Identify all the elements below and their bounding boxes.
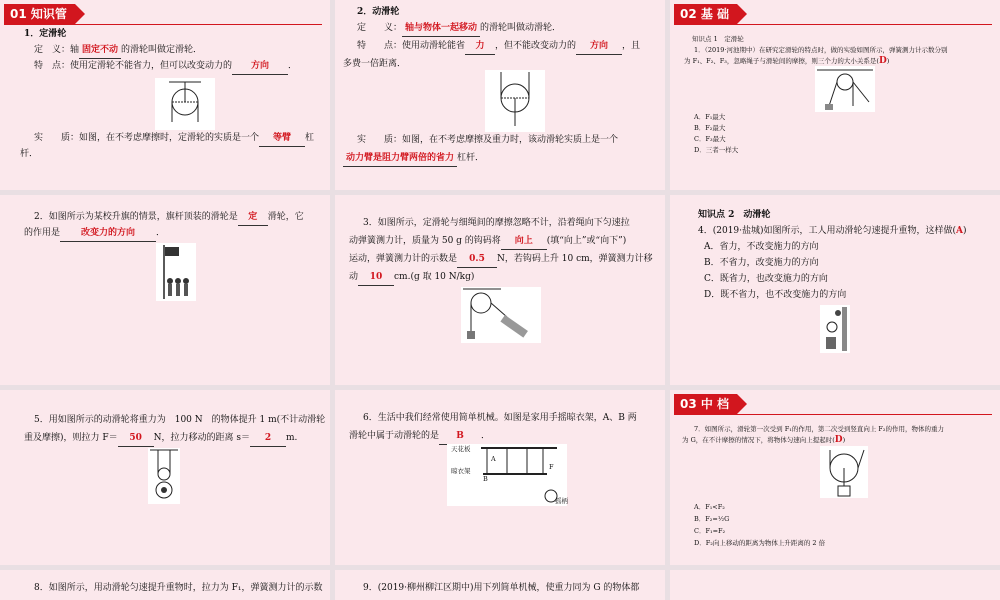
question-line: 的作用是 改变力的方向 ． (24, 225, 165, 242)
essence-line-end: 动力臂是阻力臂两倍的省力 杠杆． (343, 150, 484, 167)
answer-blank: 0.5 (457, 251, 497, 268)
slide-12[interactable] (670, 570, 1000, 600)
feature-line-2: 多费一倍距离． (343, 59, 407, 69)
question-line: 重及摩擦)，则拉力 F＝ 50 N，拉力移动的距离 s＝ 2 m. (24, 430, 297, 447)
answer-blank: 方向 (232, 58, 288, 75)
slide-5[interactable] (335, 195, 665, 385)
question-line: 5．用如图所示的动滑轮将重力为 100 N 的物体提升 1 m(不计动滑轮 (34, 415, 326, 425)
answer-letter: D (834, 435, 843, 445)
definition-line: 定 义：轴 固定不动 的滑轮叫做定滑轮． (34, 42, 202, 59)
question-line: 运动，弹簧测力计的示数是 0.5 N，若钩码上升 10 cm，弹簧测力计移 (349, 251, 653, 268)
option-b: B．F₂最大 (694, 124, 726, 132)
feature-line: 特 点：使用定滑轮不能省力，但可以改变动力的 方向 ． (34, 58, 297, 75)
slide-8[interactable] (335, 390, 665, 565)
option-a: A．省力，不改变施力的方向 (704, 242, 819, 252)
slide-6[interactable] (670, 195, 1000, 385)
option-b: B．不省力，改变施力的方向 (704, 258, 819, 268)
slide-3[interactable] (670, 0, 1000, 190)
tag-underline (674, 24, 992, 25)
answer-letter: D (878, 56, 887, 66)
answer-blank: 轴与物体一起移动 (402, 20, 480, 37)
question-line: 为 G，在不计摩擦的情况下，将物体匀速向上提起时(D) (682, 435, 846, 445)
flag-raising-figure (156, 243, 196, 301)
lift-pulley-figure (148, 448, 180, 504)
tag-underline (4, 24, 322, 25)
question-line: 动弹簧测力计，质量为 50 g 的钩码将 向上 (填“向上”或“向下”) (349, 233, 626, 250)
option-c: C．F₁=F₂ (694, 527, 726, 535)
tag-underline (674, 414, 992, 415)
fig-label-b: B (483, 475, 488, 483)
option-a: A．F₁<F₂ (694, 503, 725, 511)
slide-10[interactable] (0, 570, 330, 600)
fig-label-crank: 摇柄 (555, 497, 568, 505)
answer-blank: 等臂 (259, 130, 305, 147)
question-line: 7．如图所示，滑轮第一次受到 F₁的作用，第二次受到竖直向上 F₂的作用，物体的重力 (694, 425, 944, 433)
answer-blank: 10 (358, 269, 394, 286)
answer-blank: 方向 (576, 38, 622, 55)
answer-blank: 定 (238, 209, 268, 226)
question-line: 1．（2019·河池期中）在研究定滑轮的特点时，做的实验如图所示，弹簧测力计示数分别 (694, 46, 948, 54)
knowledge-point: 知识点 2 动滑轮 (698, 210, 771, 220)
question-line: 6．生活中我们经常使用简单机械。如图是家用手摇晾衣架，A、B 两 (363, 413, 637, 423)
answer-blank: 固定不动 (79, 42, 121, 59)
movable-pulley-figure (485, 70, 545, 132)
option-c: C．既省力，也改变施力的方向 (704, 274, 828, 284)
worker-pulley-figure (820, 305, 850, 353)
slide-4[interactable] (0, 195, 330, 385)
answer-blank: B (439, 428, 481, 445)
answer-blank: 动力臂是阻力臂两倍的省力 (343, 150, 457, 167)
option-d: D．F₂向上移动的距离为物体上升距离的 2 倍 (694, 539, 826, 547)
option-b: B．F₂=½G (694, 515, 730, 523)
section-tag: 03 中 档 (674, 394, 737, 414)
question-line: 3．如图所示，定滑轮与细绳间的摩擦忽略不计，沿着绳向下匀速拉 (363, 218, 630, 228)
section-tag: 02 基 础 (674, 4, 737, 24)
question-line: 为 F₁、F₂、F₃，忽略绳子与滑轮间的摩擦，则三个力的大小关系是(D) (684, 56, 890, 66)
question-line: 8．如图所示，用动滑轮匀速提升重物时，拉力为 F₁，弹簧测力计的示数 (34, 583, 323, 593)
answer-blank: 改变力的方向 (60, 225, 156, 242)
slide-1[interactable] (0, 0, 330, 190)
question-line: 2．如图所示为某校升旗的情景，旗杆顶装的滑轮是 定 滑轮，它 (34, 209, 304, 226)
question-line: 动 10 cm.(g 取 10 N/kg) (349, 269, 474, 286)
question-line: 4．(2019·盐城)如图所示，工人用动滑轮匀速提升重物，这样做(A) (698, 226, 967, 236)
definition-line: 定 义： 轴与物体一起移动 的滑轮叫做动滑轮． (357, 20, 561, 37)
option-d: D．既不省力，也不改变施力的方向 (704, 290, 847, 300)
essence-line: 实 质：如图，在不考虑摩擦及重力时，该动滑轮实质上是一个 (357, 135, 619, 145)
essence-line: 实 质：如图，在不考虑摩擦时，定滑轮的实质是一个 等臂 杠 (34, 130, 314, 147)
fig-label-f: F (549, 463, 554, 471)
knowledge-point: 知识点 1 定滑轮 (692, 35, 744, 43)
answer-blank: 2 (250, 430, 286, 447)
option-d: D．三者一样大 (694, 146, 739, 154)
pulley-test-figure (815, 66, 875, 112)
option-c: C．F₃最大 (694, 135, 726, 143)
slide-9[interactable] (670, 390, 1000, 565)
force-pulley-figure (820, 446, 868, 498)
fig-label-rack: 晾衣架 (451, 467, 471, 475)
option-a: A．F₁最大 (694, 113, 726, 121)
question-line: 9．(2019·柳州柳江区期中)用下列简单机械，使重力同为 G 的物体都 (363, 583, 640, 593)
fixed-pulley-figure (155, 78, 215, 130)
fig-label-ceiling: 天花板 (451, 445, 471, 453)
answer-blank: 向上 (501, 233, 547, 250)
spring-scale-pulley-figure (461, 287, 541, 343)
essence-line-end: 杆． (20, 149, 39, 159)
question-line: 滑轮中属于动滑轮的是 B ． (349, 428, 490, 445)
answer-blank: 50 (118, 430, 154, 447)
feature-line: 特 点：使用动滑轮能省 力 ，但不能改变动力的 方向 ，且 (357, 38, 640, 55)
heading: 1．定滑轮 (24, 29, 67, 39)
heading: 2．动滑轮 (357, 7, 400, 17)
slide-11[interactable] (335, 570, 665, 600)
slide-2[interactable] (335, 0, 665, 190)
answer-letter: A (956, 226, 964, 236)
answer-blank: 力 (465, 38, 495, 55)
slide-7[interactable] (0, 390, 330, 565)
section-tag: 01 知识管 (4, 4, 75, 24)
fig-label-a: A (491, 455, 496, 463)
